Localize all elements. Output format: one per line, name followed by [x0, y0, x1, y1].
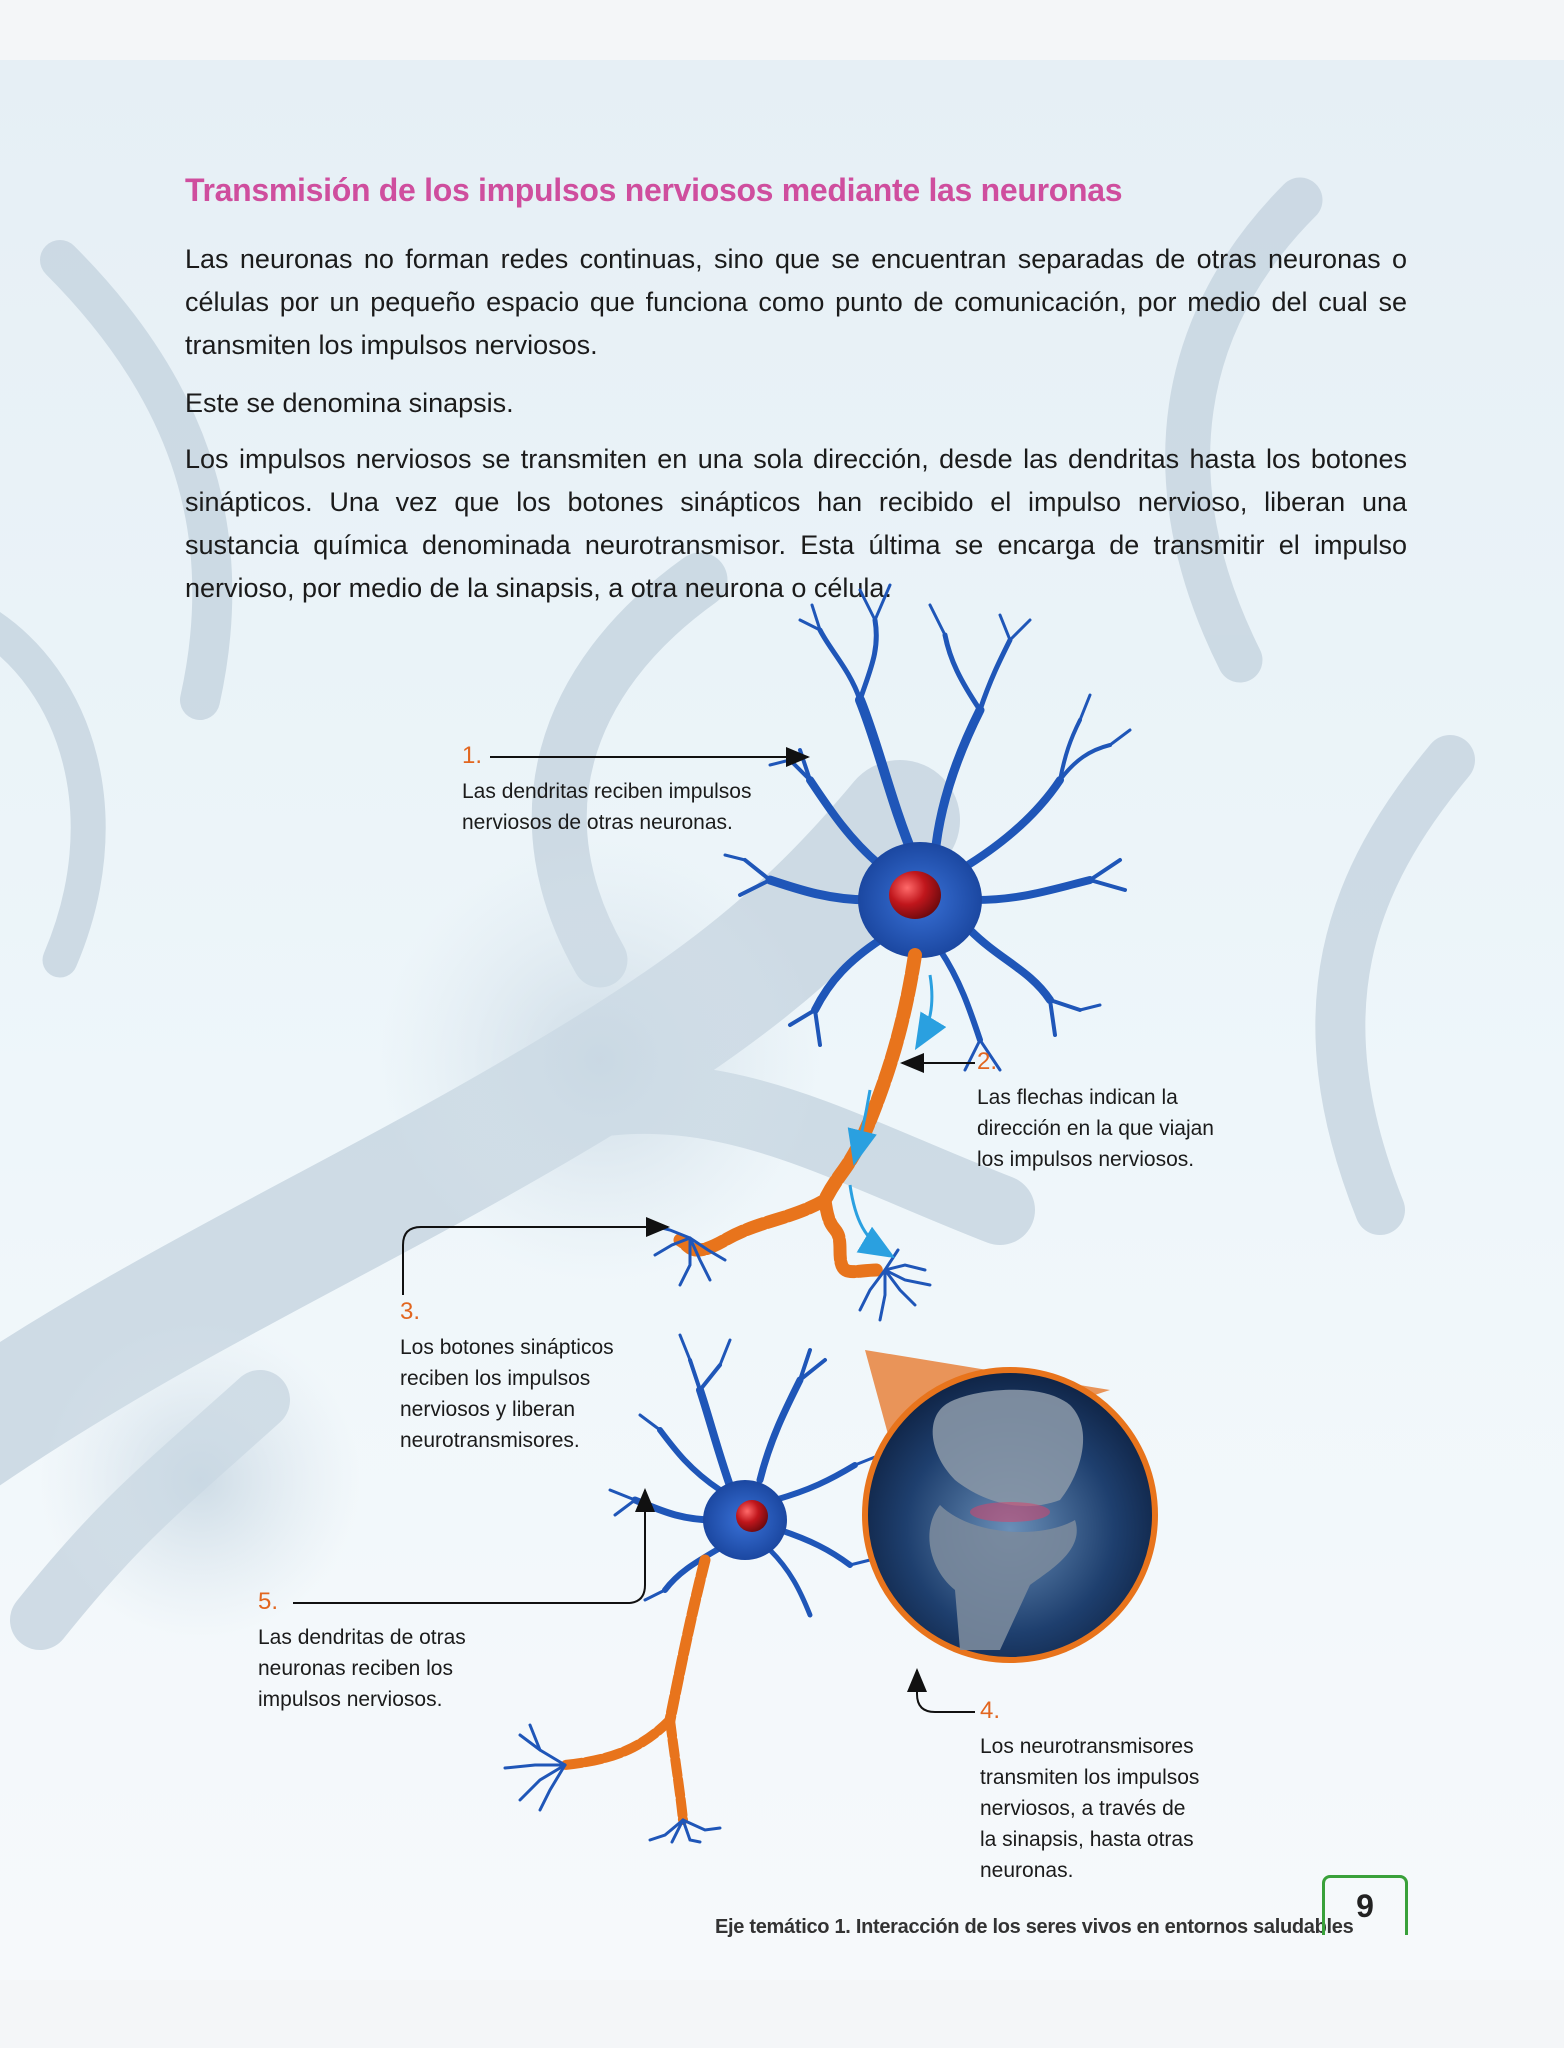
lower-terminal-left	[505, 1725, 565, 1810]
leader-3	[403, 1227, 668, 1295]
callout-4-line: neuronas.	[980, 1859, 1074, 1882]
upper-nucleus	[889, 871, 941, 919]
callout-1-number: 1.	[462, 742, 483, 769]
flow-arrows	[850, 975, 932, 1255]
lower-neuron-dendrites	[610, 1335, 880, 1615]
callout-2-number: 2.	[977, 1048, 998, 1075]
callout-1-line: Las dendritas reciben impulsos	[462, 780, 752, 803]
textbook-page	[0, 60, 1564, 1980]
paragraph-sinapsis: Este se denomina sinapsis.	[185, 388, 514, 418]
callout-5-number: 5.	[258, 1588, 279, 1615]
page-number: 9	[1356, 1888, 1374, 1924]
callout-5-text	[258, 1622, 466, 1715]
page-number-box	[1322, 1875, 1408, 1935]
callout-2-text	[977, 1082, 1214, 1175]
callout-2-line: dirección en la que viajan	[977, 1117, 1214, 1140]
paragraph-transmission: Los impulsos nerviosos se transmiten en una sola dirección, desde las dendritas hasta los botones sinápticos. Una vez que los botones sinápticos han recibido el impulso nervioso, liberan una sustancia química denominada neurotransmisor. Esta última se encarga de transmitir el impulso nervioso, por medio de la sinapsis, a otra neurona o célula.	[185, 444, 1407, 603]
neuron-diagram	[0, 60, 1564, 1980]
callout-3-line: neurotransmisores.	[400, 1429, 580, 1452]
upper-terminal-right	[860, 1250, 930, 1320]
callout-4-line: transmiten los impulsos	[980, 1766, 1200, 1789]
callout-4-number: 4.	[980, 1697, 1001, 1724]
upper-neuron-dendrites	[725, 585, 1130, 1070]
callout-2-line: los impulsos nerviosos.	[977, 1148, 1195, 1171]
callout-3-line: reciben los impulsos	[400, 1367, 591, 1390]
callout-4-line: Los neurotransmisores	[980, 1735, 1194, 1758]
footer-caption: Eje temático 1. Interacción de los seres vivos en entornos saludables	[715, 1916, 1354, 1938]
callout-3-text	[400, 1332, 614, 1456]
callout-3-line: nerviosos y liberan	[400, 1398, 576, 1421]
callout-1-line: nerviosos de otras neuronas.	[462, 811, 733, 834]
callout-5-line: neuronas reciben los	[258, 1657, 453, 1680]
callout-3-number: 3.	[400, 1298, 421, 1325]
leader-4	[917, 1670, 975, 1712]
leader-5	[293, 1490, 645, 1603]
callout-3-line: Los botones sinápticos	[400, 1336, 614, 1359]
paragraph-intro: Las neuronas no forman redes continuas, sino que se encuentran separadas de otras neuronas o células por un pequeño espacio que funciona como punto de comunicación, por medio del cual se transmiten los impulsos nerviosos.	[185, 244, 1407, 360]
upper-axon	[680, 955, 915, 1272]
section-heading: Transmisión de los impulsos nerviosos mediante las neuronas	[185, 172, 1123, 208]
lower-nucleus	[736, 1500, 768, 1532]
callout-5-line: Las dendritas de otras	[258, 1626, 466, 1649]
callout-4-line: la sinapsis, hasta otras	[980, 1828, 1194, 1851]
callout-5-line: impulsos nerviosos.	[258, 1688, 443, 1711]
callout-4-text	[980, 1731, 1199, 1886]
lower-axon	[565, 1560, 705, 1820]
callout-2-line: Las flechas indican la	[977, 1086, 1178, 1109]
lower-terminal-bottom	[650, 1820, 720, 1842]
callout-1-text	[462, 776, 752, 838]
upper-terminal-left	[650, 1225, 725, 1285]
callout-4-line: nerviosos, a través de	[980, 1797, 1186, 1820]
